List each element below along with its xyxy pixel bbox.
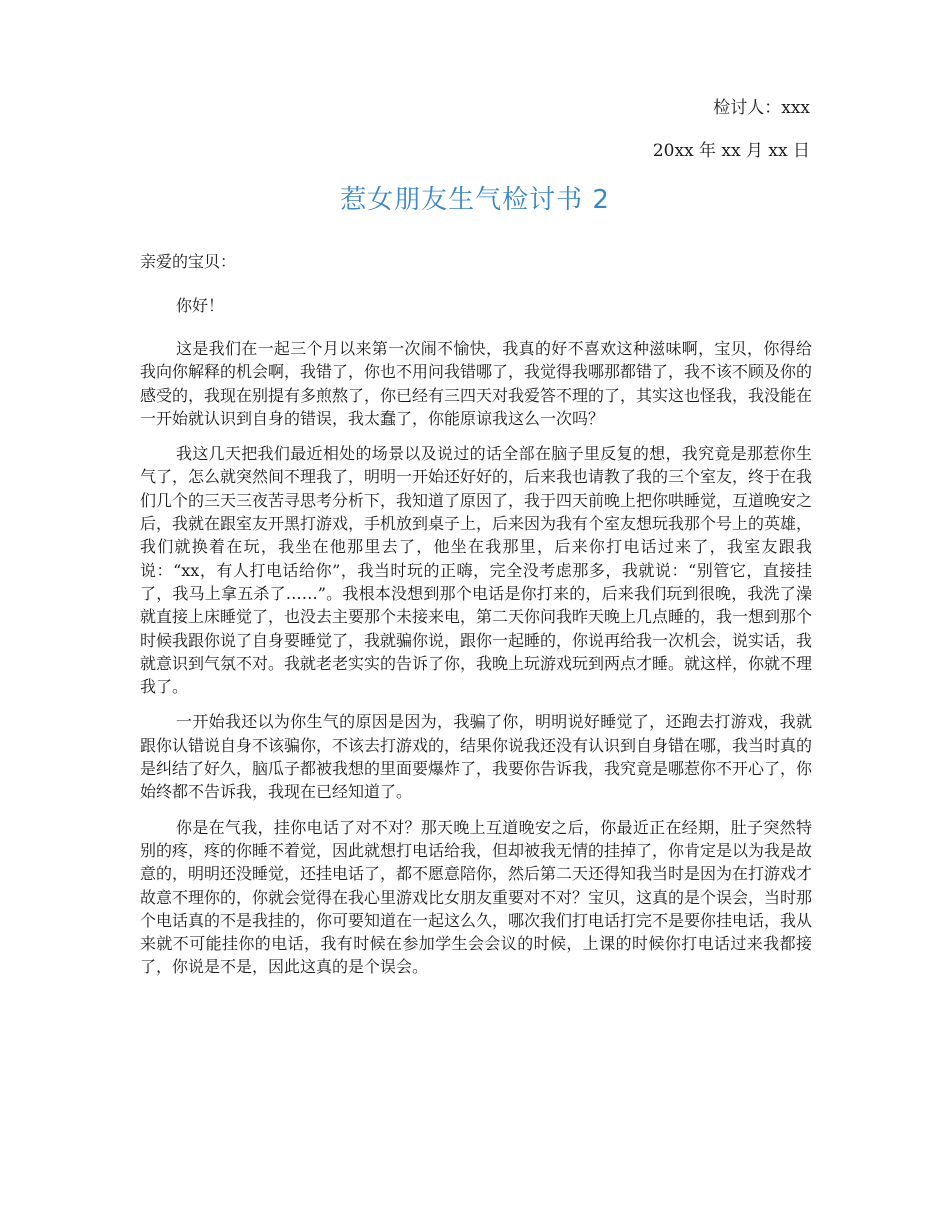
signature-date: 20xx 年 xx 月 xx 日 <box>652 141 810 161</box>
body-paragraph: 你是在气我，挂你电话了对不对？那天晚上互道晚安之后，你最近正在经期，肚子突然特别的疼，疼的你睡不着觉，因此就想打电话给我，但却被我无情的挂掉了，你肯定是以为我是故意的，明明还没睡觉，还挂电话了，都不愿意陪你，然后第二天还得知我当时是因为在打游戏才故意不理你的，你就会觉得在我心里游戏比女朋友重要对不对？宝贝，这真的是个误会，当时那个电话真的不是我挂的，你可要知道在一起这么久，哪次我们打电话打完不是要你挂电话，我从来就不可能挂你的电话，我有时候在参加学生会会议的时候，上课的时候你打电话过来我都接了，你说是不是，因此这真的是个误会。 <box>140 817 813 977</box>
document-title: 惹女朋友生气检讨书 2 <box>340 185 610 215</box>
body-paragraph: 我这几天把我们最近相处的场景以及说过的话全部在脑子里反复的想，我究竟是那惹你生气了，怎么就突然间不理我了，明明一开始还好好的，后来我也请教了我的三个室友，终于在我们几个的三天三夜苦寻思考分析下，我知道了原因了，我于四天前晚上把你哄睡觉，互道晚安之后，我就在跟室友开黑打游戏，手机放到桌子上，后来因为我有个室友想玩我那个号上的英雄，我们就换着在玩，我坐在他那里去了，他坐在我那里，后来你打电话过来了，我室友跟我说：“xx，有人打电话给你”，我当时玩的正嗨，完全没考虑那多，我就说：“别管它，直接挂了，我马上拿五杀了……”。我根本没想到那个电话是你打来的，后来我们玩到很晚，我洗了澡就直接上床睡觉了，也没去主要那个未接来电，第二天你问我昨天晚上几点睡的，我一想到那个时候我跟你说了自身要睡觉了，我就骗你说，跟你一起睡的，你说再给我一次机会，说实话，我就意识到气氛不对。我就老老实实的告诉了你，我晚上玩游戏玩到两点才睡。就这样，你就不理我了。 <box>140 444 813 697</box>
greeting: 你好！ <box>176 296 225 315</box>
letter-body <box>140 337 812 991</box>
body-paragraph: 这是我们在一起三个月以来第一次闹不愉快，我真的好不喜欢这种滋味啊，宝贝，你得给我向你解释的机会啊，我错了，你也不用问我错哪了，我觉得我哪那都错了，我不该不顾及你的感受的，我现在别提有多煎熬了，你已经有三四天对我爱答不理的了，其实这也怪我，我没能在一开始就认识到自身的错误，我太蠢了，你能原谅我这么一次吗？ <box>140 339 813 428</box>
body-paragraph: 一开始我还以为你生气的原因是因为，我骗了你，明明说好睡觉了，还跑去打游戏，我就跟你认错说自身不该骗你，不该去打游戏的，结果你说我还没有认识到自身错在哪，我当时真的是纠结了好久，脑瓜子都被我想的里面要爆炸了，我要你告诉我，我究竟是哪惹你不开心了，你始终都不告诉我，我现在已经知道了。 <box>140 712 813 802</box>
salutation: 亲爱的宝贝： <box>140 252 237 271</box>
reviewer-signature: 检讨人：xxx <box>713 98 810 118</box>
